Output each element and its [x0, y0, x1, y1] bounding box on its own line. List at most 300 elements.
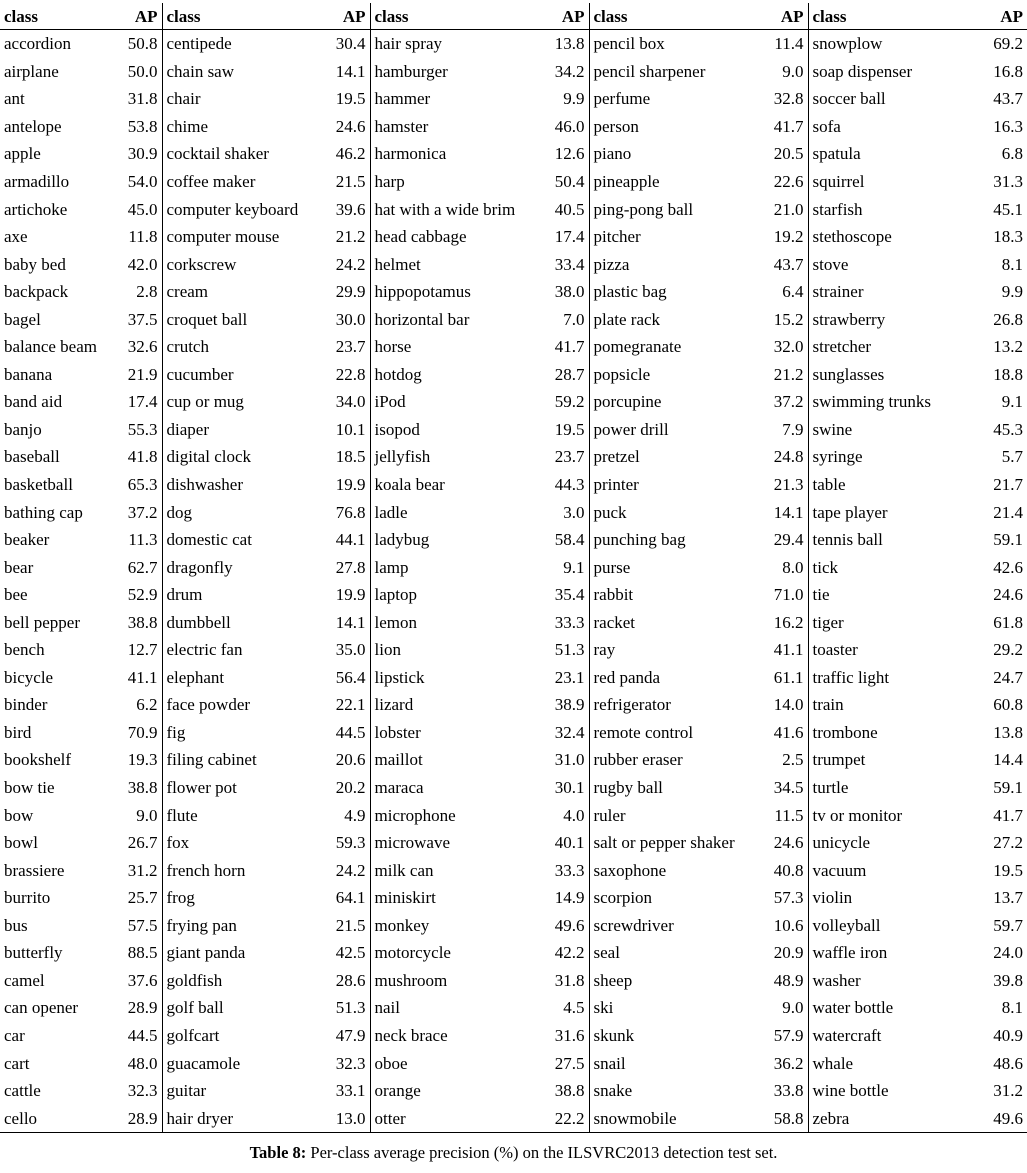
- ap-value-cell: 57.3: [762, 884, 808, 912]
- class-name-cell: banjo: [4, 419, 42, 439]
- class-name-cell: maillot: [374, 750, 423, 770]
- ap-value-cell: 32.8: [762, 85, 808, 113]
- table-row: [0, 801, 1027, 829]
- ap-value-cell: 6.8: [1001, 144, 1023, 164]
- ap-value-cell: 41.7: [537, 333, 589, 361]
- class-name-cell: bird: [4, 722, 32, 742]
- ap-value-cell: 42.2: [537, 939, 589, 967]
- ap-value-cell: 8.1: [1001, 998, 1023, 1018]
- ap-value-cell: 18.8: [993, 364, 1023, 384]
- class-name-cell: maraca: [374, 778, 424, 798]
- class-name-cell: waffle iron: [812, 943, 888, 963]
- ap-value-cell: 31.2: [108, 856, 162, 884]
- header-class-cell: class: [370, 3, 537, 30]
- class-name-cell: horse: [374, 337, 412, 357]
- ap-value-cell: 41.7: [762, 113, 808, 141]
- ap-value-cell: 24.7: [993, 667, 1023, 687]
- class-name-cell: lamp: [374, 557, 409, 577]
- class-name-cell: pineapple: [593, 172, 660, 191]
- class-name-cell: french horn: [166, 860, 246, 880]
- class-name-cell: lipstick: [374, 667, 425, 687]
- class-name-cell: computer mouse: [166, 227, 280, 247]
- class-name-cell: sofa: [812, 116, 841, 136]
- class-name-cell: stethoscope: [812, 227, 892, 247]
- ap-value-cell: 20.6: [318, 746, 370, 774]
- ap-value-cell: 29.2: [993, 640, 1023, 660]
- ap-value-cell: 34.2: [537, 58, 589, 86]
- ap-value-cell: 4.5: [537, 994, 589, 1022]
- ap-value-cell: 27.8: [318, 553, 370, 581]
- ap-value-cell: 14.1: [762, 498, 808, 526]
- table-body: [0, 30, 1027, 1133]
- class-name-cell: baby bed: [4, 254, 66, 274]
- class-name-cell: apple: [4, 144, 41, 164]
- ap-value-cell: 46.0: [537, 113, 589, 141]
- ap-value-cell: 21.0: [762, 195, 808, 223]
- class-name-cell: cattle: [4, 1081, 41, 1101]
- class-name-cell: watercraft: [812, 1025, 882, 1045]
- header-ap-cell: AP: [318, 3, 370, 30]
- ap-value-cell: 2.8: [108, 278, 162, 306]
- class-name-cell: pencil sharpener: [593, 61, 706, 81]
- ap-value-cell: 24.0: [993, 943, 1023, 963]
- class-name-cell: antelope: [4, 116, 62, 136]
- ap-value-cell: 22.2: [537, 1104, 589, 1132]
- table-row: [0, 912, 1027, 940]
- header-ap-cell: AP: [952, 3, 1027, 30]
- class-name-cell: pitcher: [593, 227, 641, 247]
- table-row: [0, 30, 1027, 58]
- table-row: [0, 967, 1027, 995]
- class-name-cell: golf ball: [166, 998, 224, 1018]
- ap-value-cell: 14.4: [993, 750, 1023, 770]
- ap-value-cell: 76.8: [318, 498, 370, 526]
- ap-value-cell: 9.9: [537, 85, 589, 113]
- class-name-cell: hat with a wide brim: [374, 199, 516, 219]
- ap-value-cell: 22.6: [762, 168, 808, 196]
- table-row: [0, 526, 1027, 554]
- ap-value-cell: 44.5: [318, 719, 370, 747]
- class-name-cell: golfcart: [166, 1025, 220, 1045]
- class-name-cell: corkscrew: [166, 254, 237, 274]
- class-name-cell: computer keyboard: [166, 199, 299, 219]
- class-name-cell: diaper: [166, 419, 209, 439]
- class-name-cell: stove: [812, 254, 849, 274]
- ap-value-cell: 11.8: [108, 223, 162, 251]
- ap-value-cell: 9.1: [537, 553, 589, 581]
- ap-value-cell: 61.1: [762, 664, 808, 692]
- header-class-cell: class: [808, 3, 952, 30]
- ap-value-cell: 32.0: [762, 333, 808, 361]
- class-name-cell: burrito: [4, 888, 51, 908]
- ap-value-cell: 50.4: [537, 168, 589, 196]
- ap-value-cell: 21.7: [993, 475, 1023, 495]
- ap-value-cell: 56.4: [318, 664, 370, 692]
- class-name-cell: basketball: [4, 475, 73, 495]
- class-name-cell: pencil box: [593, 34, 665, 54]
- class-name-cell: goldfish: [166, 970, 223, 990]
- class-name-cell: bench: [4, 640, 45, 660]
- class-name-cell: water bottle: [812, 998, 894, 1018]
- class-name-cell: pizza: [593, 254, 630, 274]
- class-name-cell: cucumber: [166, 364, 234, 384]
- table-row: [0, 856, 1027, 884]
- ap-value-cell: 20.9: [762, 939, 808, 967]
- ap-value-cell: 32.4: [537, 719, 589, 747]
- class-name-cell: ruler: [593, 805, 626, 825]
- ap-value-cell: 21.2: [318, 223, 370, 251]
- class-name-cell: starfish: [812, 199, 863, 219]
- class-name-cell: zebra: [808, 1104, 952, 1132]
- class-name-cell: bear: [4, 557, 34, 577]
- class-name-cell: car: [4, 1025, 25, 1045]
- class-name-cell: filing cabinet: [166, 750, 257, 770]
- class-name-cell: horizontal bar: [374, 309, 470, 329]
- ap-value-cell: 33.1: [318, 1077, 370, 1105]
- caption-text: Per-class average precision (%) on the ILSVRC2013 detection test set.: [306, 1143, 778, 1162]
- ap-value-cell: 36.2: [762, 1049, 808, 1077]
- ap-value-cell: 18.3: [993, 227, 1023, 247]
- class-name-cell: tape player: [812, 502, 888, 522]
- class-name-cell: soccer ball: [812, 89, 886, 109]
- table-row: [0, 581, 1027, 609]
- class-name-cell: train: [812, 695, 844, 715]
- class-name-cell: bathing cap: [4, 502, 83, 522]
- ap-value-cell: 31.0: [537, 746, 589, 774]
- table-row: [0, 305, 1027, 333]
- class-name-cell: whale: [812, 1053, 854, 1073]
- ap-value-cell: 42.5: [318, 939, 370, 967]
- ap-value-cell: 59.2: [537, 388, 589, 416]
- header-ap-cell: AP: [537, 3, 589, 30]
- ap-value-cell: 21.4: [993, 502, 1023, 522]
- ap-value-cell: 33.3: [537, 856, 589, 884]
- class-name-cell: rugby ball: [593, 778, 663, 798]
- class-name-cell: baseball: [4, 447, 60, 467]
- class-name-cell: cello: [0, 1104, 108, 1132]
- class-name-cell: perfume: [593, 89, 651, 109]
- class-name-cell: cup or mug: [166, 392, 244, 412]
- class-name-cell: tennis ball: [812, 530, 883, 550]
- class-name-cell: backpack: [4, 282, 69, 302]
- ap-value-cell: 4.0: [537, 801, 589, 829]
- ap-value-cell: 60.8: [993, 695, 1023, 715]
- class-name-cell: monkey: [374, 915, 430, 935]
- ap-value-cell: 33.3: [537, 608, 589, 636]
- ap-value-cell: 51.3: [537, 636, 589, 664]
- table-caption: [0, 1143, 1027, 1163]
- class-name-cell: spatula: [812, 144, 861, 164]
- class-name-cell: dragonfly: [166, 557, 233, 577]
- ap-value-cell: 31.2: [993, 1081, 1023, 1101]
- ap-value-cell: 8.0: [762, 553, 808, 581]
- ap-value-cell: 29.4: [762, 526, 808, 554]
- class-name-cell: fig: [166, 722, 186, 742]
- ap-value-cell: 24.8: [762, 443, 808, 471]
- class-name-cell: seal: [593, 943, 620, 963]
- class-name-cell: cream: [166, 282, 209, 302]
- header-class-cell: class: [0, 3, 108, 30]
- class-name-cell: croquet ball: [166, 309, 248, 329]
- table-row: [0, 939, 1027, 967]
- ap-value-cell: 23.7: [318, 333, 370, 361]
- ap-value-cell: 21.5: [318, 168, 370, 196]
- table-row: [0, 1049, 1027, 1077]
- ap-value-cell: 32.3: [108, 1077, 162, 1105]
- ap-value-cell: 11.4: [762, 30, 808, 58]
- class-name-cell: power drill: [593, 419, 669, 439]
- ap-value-cell: 48.6: [993, 1053, 1023, 1073]
- class-name-cell: coffee maker: [166, 172, 256, 191]
- ap-value-cell: 44.3: [537, 471, 589, 499]
- ap-value-cell: 23.7: [537, 443, 589, 471]
- class-name-cell: swimming trunks: [812, 392, 932, 412]
- ap-value-cell: 25.7: [108, 884, 162, 912]
- class-name-cell: snowmobile: [589, 1104, 762, 1132]
- ap-value-cell: 20.5: [762, 140, 808, 168]
- class-name-cell: miniskirt: [374, 888, 436, 908]
- ap-value-cell: 34.5: [762, 774, 808, 802]
- ap-value-cell: 24.6: [762, 829, 808, 857]
- class-name-cell: axe: [4, 227, 28, 247]
- ap-value-cell: 33.8: [762, 1077, 808, 1105]
- ap-value-cell: 15.2: [762, 305, 808, 333]
- class-name-cell: turtle: [812, 778, 849, 798]
- ap-value-cell: 38.8: [108, 774, 162, 802]
- class-name-cell: hamburger: [374, 61, 448, 81]
- class-name-cell: bookshelf: [4, 750, 72, 770]
- class-name-cell: stretcher: [812, 337, 872, 357]
- class-name-cell: lobster: [374, 722, 421, 742]
- table-row: [0, 1077, 1027, 1105]
- class-name-cell: neck brace: [374, 1025, 448, 1045]
- class-name-cell: microwave: [374, 833, 451, 853]
- ap-value-cell: 5.7: [1001, 447, 1023, 467]
- class-name-cell: harp: [374, 172, 405, 191]
- ap-value-cell: 35.0: [318, 636, 370, 664]
- ap-value-cell: 28.9: [108, 994, 162, 1022]
- table-row: [0, 195, 1027, 223]
- class-name-cell: motorcycle: [374, 943, 451, 963]
- class-name-cell: otter: [370, 1104, 537, 1132]
- ap-value-cell: 65.3: [108, 471, 162, 499]
- table-row: [0, 223, 1027, 251]
- class-name-cell: ping-pong ball: [593, 199, 694, 219]
- class-name-cell: piano: [593, 144, 632, 164]
- class-name-cell: trumpet: [812, 750, 866, 770]
- class-name-cell: hippopotamus: [374, 282, 471, 302]
- class-name-cell: tick: [812, 557, 838, 577]
- class-name-cell: laptop: [374, 585, 417, 605]
- table-row: [0, 278, 1027, 306]
- ap-value-cell: 37.5: [108, 305, 162, 333]
- ap-value-cell: 45.1: [993, 199, 1023, 219]
- ap-value-cell: 12.6: [537, 140, 589, 168]
- class-name-cell: pomegranate: [593, 337, 682, 357]
- ap-value-cell: 41.1: [762, 636, 808, 664]
- class-name-cell: traffic light: [812, 667, 890, 687]
- class-name-cell: face powder: [166, 695, 251, 715]
- ap-value-cell: 24.2: [318, 856, 370, 884]
- ap-value-cell: 48.0: [108, 1049, 162, 1077]
- class-name-cell: artichoke: [4, 199, 68, 219]
- class-name-cell: drum: [166, 585, 203, 605]
- ap-value-cell: 41.7: [993, 805, 1023, 825]
- class-name-cell: snowplow: [812, 34, 883, 54]
- ap-value-cell: 49.6: [537, 912, 589, 940]
- class-name-cell: band aid: [4, 392, 63, 412]
- class-name-cell: jellyfish: [374, 447, 431, 467]
- ap-value-cell: 19.3: [108, 746, 162, 774]
- ap-value-cell: 52.9: [108, 581, 162, 609]
- ap-value-cell: 44.5: [108, 1022, 162, 1050]
- ap-value-cell: 29.9: [318, 278, 370, 306]
- ap-value-cell: 45.3: [993, 419, 1023, 439]
- table-row: [0, 1022, 1027, 1050]
- ap-value-cell: 3.0: [537, 498, 589, 526]
- ap-value-cell: 59.1: [993, 778, 1023, 798]
- class-name-cell: sunglasses: [812, 364, 885, 384]
- class-name-cell: butterfly: [4, 943, 63, 963]
- ap-value-cell: 70.9: [108, 719, 162, 747]
- class-name-cell: milk can: [374, 860, 434, 880]
- table-row: [0, 471, 1027, 499]
- ap-value-cell: 44.1: [318, 526, 370, 554]
- class-name-cell: table: [812, 475, 846, 495]
- table-row: [0, 361, 1027, 389]
- header-ap-cell: AP: [108, 3, 162, 30]
- class-name-cell: strawberry: [812, 309, 886, 329]
- class-name-cell: printer: [593, 475, 639, 495]
- ap-value-cell: 34.0: [318, 388, 370, 416]
- ap-value-cell: 9.0: [762, 994, 808, 1022]
- class-name-cell: popsicle: [593, 364, 651, 384]
- ap-value-cell: 21.2: [762, 361, 808, 389]
- class-name-cell: hotdog: [374, 364, 422, 384]
- class-name-cell: domestic cat: [166, 530, 252, 550]
- ap-value-cell: 24.2: [318, 250, 370, 278]
- class-name-cell: hair spray: [374, 34, 443, 54]
- class-name-cell: camel: [4, 970, 45, 990]
- ap-value-cell: 32.3: [318, 1049, 370, 1077]
- class-name-cell: ski: [593, 998, 614, 1018]
- ap-value-cell: 46.2: [318, 140, 370, 168]
- ap-value-cell: 6.4: [762, 278, 808, 306]
- ap-value-cell: 14.0: [762, 691, 808, 719]
- ap-value-cell: 11.5: [762, 801, 808, 829]
- class-name-cell: cocktail shaker: [166, 144, 269, 164]
- header-ap-cell: AP: [762, 3, 808, 30]
- ap-value-cell: 32.6: [108, 333, 162, 361]
- ap-value-cell: 41.8: [108, 443, 162, 471]
- class-name-cell: electric fan: [166, 640, 243, 660]
- ap-value-cell: 59.3: [318, 829, 370, 857]
- class-name-cell: iPod: [374, 392, 406, 412]
- ap-value-cell: 19.5: [318, 85, 370, 113]
- ap-value-cell: 40.1: [537, 829, 589, 857]
- class-name-cell: trombone: [812, 722, 878, 742]
- ap-value-cell: 55.3: [108, 416, 162, 444]
- class-name-cell: bow tie: [4, 778, 55, 798]
- ap-value-cell: 88.5: [108, 939, 162, 967]
- class-name-cell: orange: [374, 1081, 421, 1101]
- class-name-cell: saxophone: [593, 860, 667, 880]
- ap-value-cell: 9.9: [1001, 282, 1023, 302]
- class-name-cell: bee: [4, 585, 28, 605]
- class-name-cell: hammer: [374, 89, 431, 109]
- class-name-cell: dishwasher: [166, 475, 243, 495]
- table-row: [0, 416, 1027, 444]
- ap-value-cell: 30.1: [537, 774, 589, 802]
- ap-value-cell: 41.1: [108, 664, 162, 692]
- ap-value-cell: 27.5: [537, 1049, 589, 1077]
- ap-value-cell: 13.7: [993, 888, 1023, 908]
- class-name-cell: isopod: [374, 419, 420, 439]
- class-name-cell: bagel: [4, 309, 41, 329]
- class-name-cell: vacuum: [812, 860, 867, 880]
- table-row: [0, 884, 1027, 912]
- class-name-cell: ladle: [374, 502, 408, 522]
- class-name-cell: fox: [166, 833, 190, 853]
- ap-value-cell: 30.9: [108, 140, 162, 168]
- class-name-cell: digital clock: [166, 447, 252, 467]
- ap-value-cell: 58.4: [537, 526, 589, 554]
- class-name-cell: tie: [812, 585, 830, 605]
- ap-value-cell: 45.0: [108, 195, 162, 223]
- class-name-cell: lemon: [374, 612, 417, 632]
- class-name-cell: bus: [4, 915, 28, 935]
- ap-value-cell: 31.6: [537, 1022, 589, 1050]
- ap-value-cell: 24.6: [318, 113, 370, 141]
- class-name-cell: volleyball: [812, 915, 881, 935]
- class-name-cell: elephant: [166, 667, 225, 687]
- class-name-cell: toaster: [812, 640, 858, 660]
- ap-value-cell: 13.8: [537, 30, 589, 58]
- class-name-cell: porcupine: [593, 392, 662, 412]
- ap-value-cell: 10.6: [762, 912, 808, 940]
- class-name-cell: harmonica: [374, 144, 447, 164]
- class-name-cell: helmet: [374, 254, 421, 274]
- table-row: [0, 58, 1027, 86]
- ap-value-cell: 39.8: [993, 970, 1023, 990]
- ap-value-cell: 19.5: [993, 860, 1023, 880]
- ap-value-cell: 37.2: [108, 498, 162, 526]
- class-name-cell: chime: [166, 116, 209, 136]
- class-name-cell: swine: [812, 419, 853, 439]
- ap-value-cell: 28.7: [537, 361, 589, 389]
- ap-value-cell: 48.9: [762, 967, 808, 995]
- class-name-cell: tv or monitor: [812, 805, 903, 825]
- ap-value-cell: 24.6: [993, 585, 1023, 605]
- class-name-cell: cart: [4, 1053, 30, 1073]
- ap-value-cell: 43.7: [993, 89, 1023, 109]
- class-name-cell: frying pan: [166, 915, 237, 935]
- header-class-cell: class: [589, 3, 762, 30]
- ap-value-cell: 13.2: [993, 337, 1023, 357]
- class-name-cell: oboe: [374, 1053, 408, 1073]
- class-name-cell: guitar: [166, 1081, 207, 1101]
- ap-value-cell: 7.9: [762, 416, 808, 444]
- ap-value-cell: 51.3: [318, 994, 370, 1022]
- ap-value-cell: 17.4: [108, 388, 162, 416]
- ap-value-cell: 59.7: [993, 915, 1023, 935]
- ap-value-cell: 10.1: [318, 416, 370, 444]
- class-name-cell: scorpion: [593, 888, 653, 908]
- class-name-cell: rabbit: [593, 585, 634, 605]
- ap-value-cell: 38.8: [537, 1077, 589, 1105]
- table-row: [0, 113, 1027, 141]
- class-name-cell: head cabbage: [374, 227, 467, 247]
